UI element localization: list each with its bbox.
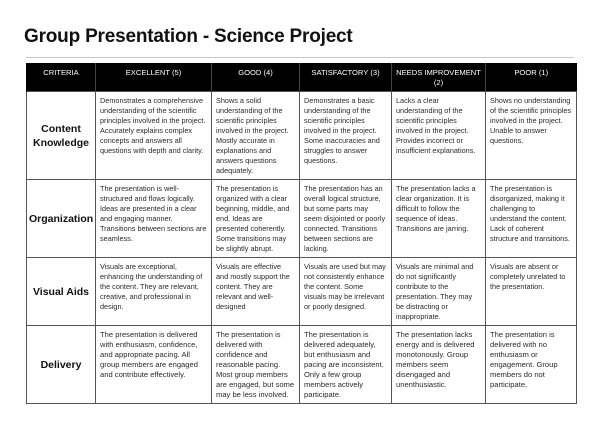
- cell-needs-improvement: Lacks a clear understanding of the scientific principles involved in the project. Provides incorrect or insufficient explanations.: [392, 92, 486, 180]
- cell-satisfactory: The presentation is delivered adequately, but enthusiasm and pacing are inconsistent. Only a few group members actively participate.: [300, 326, 392, 404]
- row-content-knowledge: [27, 92, 577, 180]
- criterion-label: Organization: [27, 180, 96, 258]
- page-title: Group Presentation - Science Project: [24, 26, 353, 47]
- cell-poor: Shows no understanding of the scientific principles involved in the project. Unable to answer questions.: [486, 92, 577, 180]
- header-row: [27, 63, 577, 92]
- criterion-label: Delivery: [27, 326, 96, 404]
- cell-good: The presentation is delivered with confidence and reasonable pacing. Most group members are engaged, but some may be less involved.: [212, 326, 300, 404]
- cell-excellent: The presentation is delivered with enthusiasm, confidence, and appropriate pacing. All group members are engaged and contribute effectively.: [96, 326, 212, 404]
- header-poor: POOR (1): [486, 63, 577, 92]
- cell-needs-improvement: The presentation lacks a clear organization. It is difficult to follow the sequence of ideas. Transitions are jarring.: [392, 180, 486, 258]
- cell-needs-improvement: The presentation lacks energy and is delivered monotonously. Group members seem disengaged and unenthusiastic.: [392, 326, 486, 404]
- cell-needs-improvement: Visuals are minimal and do not significantly contribute to the presentation. They may be distracting or inappropriate.: [392, 258, 486, 326]
- cell-good: Shows a solid understanding of the scientific principles involved in the project. Mostly accurate in explanations and answers questions adequately.: [212, 92, 300, 180]
- criterion-label: Visual Aids: [27, 258, 96, 326]
- cell-excellent: The presentation is well-structured and flows logically. Ideas are presented in a clear and engaging manner. Transitions between sections are seamless.: [96, 180, 212, 258]
- cell-excellent: Visuals are exceptional, enhancing the understanding of the content. They are relevant, creative, and professional in design.: [96, 258, 212, 326]
- header-criteria: CRITERIA: [27, 63, 96, 92]
- row-visual-aids: [27, 258, 577, 326]
- criterion-label: Content Knowledge: [27, 92, 96, 180]
- cell-good: The presentation is organized with a clear beginning, middle, and end. Ideas are presented coherently. Some transitions may be slightly abrupt.: [212, 180, 300, 258]
- cell-poor: Visuals are absent or completely unrelated to the presentation.: [486, 258, 577, 326]
- header-good: GOOD (4): [212, 63, 300, 92]
- cell-poor: The presentation is delivered with no enthusiasm or engagement. Group members do not participate.: [486, 326, 577, 404]
- cell-satisfactory: Demonstrates a basic understanding of the scientific principles involved in the project. Some inaccuracies and struggles to answer questions.: [300, 92, 392, 180]
- cell-poor: The presentation is disorganized, making it challenging to understand the content. Lack of coherent structure and transitions.: [486, 180, 577, 258]
- header-needs-improvement: NEEDS IMPROVEMENT (2): [392, 63, 486, 92]
- cell-good: Visuals are effective and mostly support the content. They are relevant and well-designed: [212, 258, 300, 326]
- rubric-table: [26, 63, 577, 404]
- header-satisfactory: SATISFACTORY (3): [300, 63, 392, 92]
- row-delivery: [27, 326, 577, 404]
- cell-satisfactory: The presentation has an overall logical structure, but some parts may seem disjointed or poorly connected. Transitions between sections are lacking.: [300, 180, 392, 258]
- cell-satisfactory: Visuals are used but may not consistently enhance the content. Some visuals may be irrelevant or poorly designed.: [300, 258, 392, 326]
- row-organization: [27, 180, 577, 258]
- header-excellent: EXCELLENT (5): [96, 63, 212, 92]
- title-divider: [26, 57, 574, 58]
- cell-excellent: Demonstrates a comprehensive understanding of the scientific principles involved in the project. Accurately explains complex concepts and answers all questions with depth and clarity.: [96, 92, 212, 180]
